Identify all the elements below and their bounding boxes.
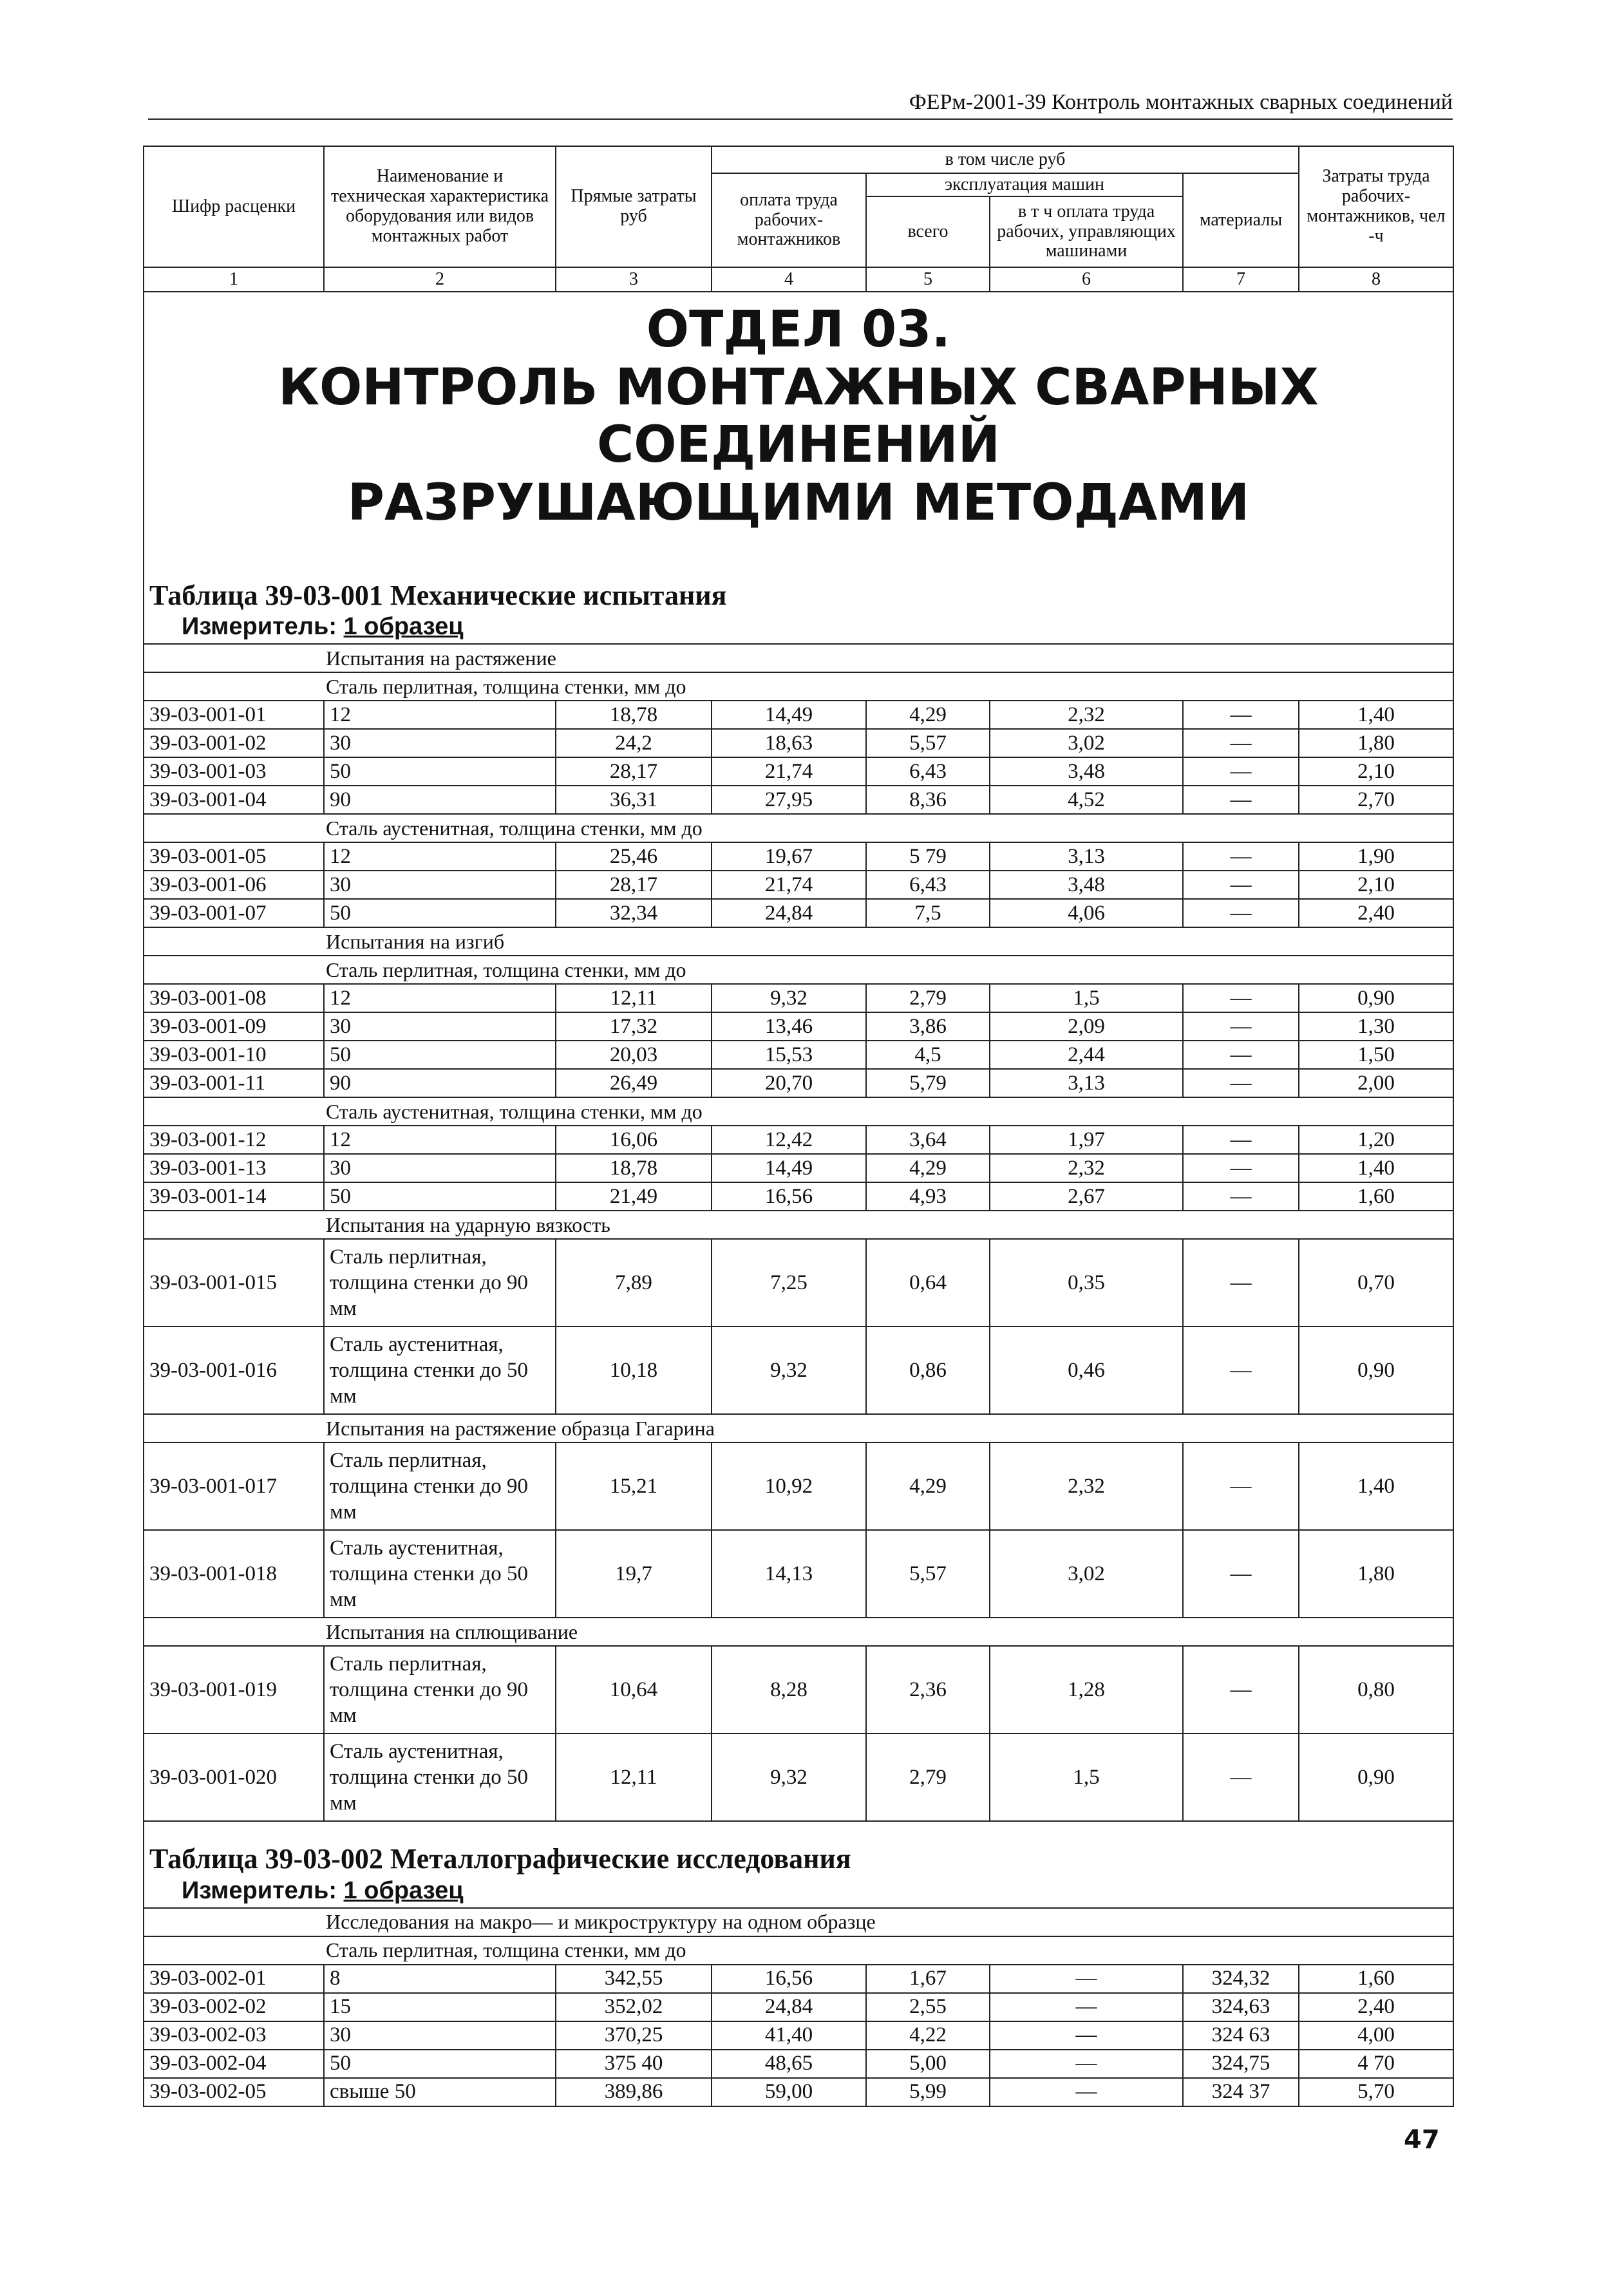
machines-total-cell: 3,86 xyxy=(866,1012,990,1041)
rate-code-cell: 39-03-001-019 xyxy=(144,1646,324,1734)
machines-total-cell: 7,5 xyxy=(866,899,990,927)
name-cell: Сталь перлитная, толщина стенки до 90 мм xyxy=(324,1646,556,1734)
materials-cell: — xyxy=(1183,1069,1299,1097)
name-cell: Сталь перлитная, толщина стенки до 90 мм xyxy=(324,1442,556,1530)
labor-hours-cell: 1,40 xyxy=(1299,1442,1453,1530)
col-number: 6 xyxy=(990,267,1183,292)
machine-operators-pay-cell: — xyxy=(990,1993,1183,2021)
materials-cell: — xyxy=(1183,984,1299,1012)
rate-code-cell: 39-03-001-01 xyxy=(144,701,324,729)
rate-code-cell: 39-03-001-05 xyxy=(144,842,324,871)
running-head: ФЕРм-2001-39 Контроль монтажных сварных соединений xyxy=(148,90,1453,120)
name-cell: 15 xyxy=(324,1993,556,2021)
materials-cell: — xyxy=(1183,842,1299,871)
direct-costs-cell: 15,21 xyxy=(556,1442,712,1530)
machines-total-cell: 5,79 xyxy=(866,1069,990,1097)
worker-pay-cell: 19,67 xyxy=(712,842,866,871)
name-cell: Сталь аустенитная, толщина стенки до 50 мм xyxy=(324,1734,556,1821)
name-cell: 12 xyxy=(324,701,556,729)
labor-hours-cell: 0,90 xyxy=(1299,984,1453,1012)
table-row xyxy=(144,1965,1453,1993)
worker-pay-cell: 15,53 xyxy=(712,1041,866,1069)
materials-cell: 324,75 xyxy=(1183,2050,1299,2078)
table-row xyxy=(144,1126,1453,1154)
group-row xyxy=(144,1211,1453,1239)
machines-total-cell: 2,36 xyxy=(866,1646,990,1734)
labor-hours-cell: 1,80 xyxy=(1299,729,1453,757)
group-heading: Испытания на сплющивание xyxy=(144,1618,1453,1646)
name-cell: 50 xyxy=(324,1041,556,1069)
measure-unit-label: Измеритель: xyxy=(182,1876,337,1904)
direct-costs-cell: 10,18 xyxy=(556,1327,712,1414)
group-heading: Сталь аустенитная, толщина стенки, мм до xyxy=(144,1097,1453,1126)
group-heading: Исследования на макро— и микроструктуру на одном образце xyxy=(144,1908,1453,1936)
machine-operators-pay-cell: 2,44 xyxy=(990,1041,1183,1069)
machine-operators-pay-cell: 1,5 xyxy=(990,1734,1183,1821)
rate-code-cell: 39-03-001-09 xyxy=(144,1012,324,1041)
worker-pay-cell: 14,49 xyxy=(712,701,866,729)
rate-code-cell: 39-03-001-07 xyxy=(144,899,324,927)
machine-operators-pay-cell: 4,52 xyxy=(990,786,1183,814)
labor-hours-cell: 1,40 xyxy=(1299,1154,1453,1182)
measure-unit-label: Измеритель: xyxy=(182,613,337,641)
group-heading: Испытания на растяжение xyxy=(144,644,1453,672)
machines-total-cell: 0,86 xyxy=(866,1327,990,1414)
machines-total-cell: 2,79 xyxy=(866,984,990,1012)
name-cell: 50 xyxy=(324,757,556,786)
materials-cell: — xyxy=(1183,1012,1299,1041)
name-cell: 50 xyxy=(324,2050,556,2078)
rate-code-cell: 39-03-002-04 xyxy=(144,2050,324,2078)
col-header-machine-operators-pay: в т ч оплата труда рабочих, управляющих машинами xyxy=(990,196,1183,267)
rate-code-cell: 39-03-001-12 xyxy=(144,1126,324,1154)
machine-operators-pay-cell: 0,35 xyxy=(990,1239,1183,1327)
machine-operators-pay-cell: 3,13 xyxy=(990,1069,1183,1097)
col-header-materials: материалы xyxy=(1183,173,1299,267)
measure-unit-value: 1 образец xyxy=(343,613,464,641)
rate-code-cell: 39-03-001-13 xyxy=(144,1154,324,1182)
machine-operators-pay-cell: 2,32 xyxy=(990,701,1183,729)
direct-costs-cell: 25,46 xyxy=(556,842,712,871)
table-row xyxy=(144,1442,1453,1530)
name-cell: 50 xyxy=(324,1182,556,1211)
machines-total-cell: 5,00 xyxy=(866,2050,990,2078)
rate-code-cell: 39-03-001-04 xyxy=(144,786,324,814)
machines-total-cell: 4,29 xyxy=(866,1154,990,1182)
worker-pay-cell: 24,84 xyxy=(712,1993,866,2021)
table-row xyxy=(144,757,1453,786)
name-cell: свыше 50 xyxy=(324,2078,556,2106)
materials-cell: — xyxy=(1183,1041,1299,1069)
worker-pay-cell: 59,00 xyxy=(712,2078,866,2106)
rate-code-cell: 39-03-001-018 xyxy=(144,1530,324,1618)
machines-total-cell: 4,29 xyxy=(866,1442,990,1530)
direct-costs-cell: 17,32 xyxy=(556,1012,712,1041)
rate-code-cell: 39-03-001-14 xyxy=(144,1182,324,1211)
materials-cell: — xyxy=(1183,1646,1299,1734)
table-row xyxy=(144,1069,1453,1097)
table-row xyxy=(144,729,1453,757)
col-number: 1 xyxy=(144,267,324,292)
labor-hours-cell: 0,90 xyxy=(1299,1734,1453,1821)
machine-operators-pay-cell: — xyxy=(990,2050,1183,2078)
machine-operators-pay-cell: 2,32 xyxy=(990,1442,1183,1530)
machines-total-cell: 5 79 xyxy=(866,842,990,871)
direct-costs-cell: 24,2 xyxy=(556,729,712,757)
labor-hours-cell: 1,60 xyxy=(1299,1965,1453,1993)
direct-costs-cell: 7,89 xyxy=(556,1239,712,1327)
machines-total-cell: 5,57 xyxy=(866,1530,990,1618)
direct-costs-cell: 389,86 xyxy=(556,2078,712,2106)
name-cell: 90 xyxy=(324,1069,556,1097)
rates-table xyxy=(143,146,1454,2107)
materials-cell: 324,63 xyxy=(1183,1993,1299,2021)
col-header-machines-total: всего xyxy=(866,196,990,267)
direct-costs-cell: 18,78 xyxy=(556,701,712,729)
rate-code-cell: 39-03-002-01 xyxy=(144,1965,324,1993)
section-title-line: РАЗРУШАЮЩИМИ МЕТОДАМИ xyxy=(347,474,1250,533)
labor-hours-cell: 0,90 xyxy=(1299,1327,1453,1414)
machines-total-cell: 1,67 xyxy=(866,1965,990,1993)
worker-pay-cell: 21,74 xyxy=(712,871,866,899)
page-number: 47 xyxy=(1404,2125,1440,2155)
direct-costs-cell: 370,25 xyxy=(556,2021,712,2050)
name-cell: 30 xyxy=(324,729,556,757)
worker-pay-cell: 14,49 xyxy=(712,1154,866,1182)
table-row xyxy=(144,786,1453,814)
col-number: 3 xyxy=(556,267,712,292)
worker-pay-cell: 21,74 xyxy=(712,757,866,786)
labor-hours-cell: 4 70 xyxy=(1299,2050,1453,2078)
worker-pay-cell: 8,28 xyxy=(712,1646,866,1734)
table-row xyxy=(144,1182,1453,1211)
rate-code-cell: 39-03-001-10 xyxy=(144,1041,324,1069)
group-row xyxy=(144,956,1453,984)
col-number: 8 xyxy=(1299,267,1453,292)
name-cell: 30 xyxy=(324,2021,556,2050)
worker-pay-cell: 41,40 xyxy=(712,2021,866,2050)
table-row xyxy=(144,1646,1453,1734)
direct-costs-cell: 21,49 xyxy=(556,1182,712,1211)
materials-cell: — xyxy=(1183,1126,1299,1154)
table-row xyxy=(144,1993,1453,2021)
rate-code-cell: 39-03-001-016 xyxy=(144,1327,324,1414)
table-row xyxy=(144,701,1453,729)
materials-cell: — xyxy=(1183,701,1299,729)
table-row xyxy=(144,1154,1453,1182)
labor-hours-cell: 2,70 xyxy=(1299,786,1453,814)
machine-operators-pay-cell: 2,67 xyxy=(990,1182,1183,1211)
machine-operators-pay-cell: 3,48 xyxy=(990,757,1183,786)
machine-operators-pay-cell: — xyxy=(990,2021,1183,2050)
direct-costs-cell: 20,03 xyxy=(556,1041,712,1069)
labor-hours-cell: 1,60 xyxy=(1299,1182,1453,1211)
col-number: 7 xyxy=(1183,267,1299,292)
group-row xyxy=(144,1414,1453,1442)
worker-pay-cell: 9,32 xyxy=(712,1327,866,1414)
worker-pay-cell: 14,13 xyxy=(712,1530,866,1618)
direct-costs-cell: 36,31 xyxy=(556,786,712,814)
table-row xyxy=(144,2050,1453,2078)
table-row xyxy=(144,1327,1453,1414)
machine-operators-pay-cell: — xyxy=(990,1965,1183,1993)
table-row xyxy=(144,1530,1453,1618)
machines-total-cell: 5,57 xyxy=(866,729,990,757)
name-cell: Сталь перлитная, толщина стенки до 90 мм xyxy=(324,1239,556,1327)
direct-costs-cell: 28,17 xyxy=(556,871,712,899)
direct-costs-cell: 26,49 xyxy=(556,1069,712,1097)
labor-hours-cell: 1,20 xyxy=(1299,1126,1453,1154)
materials-cell: — xyxy=(1183,899,1299,927)
machine-operators-pay-cell: 3,02 xyxy=(990,729,1183,757)
labor-hours-cell: 1,80 xyxy=(1299,1530,1453,1618)
worker-pay-cell: 18,63 xyxy=(712,729,866,757)
labor-hours-cell: 2,00 xyxy=(1299,1069,1453,1097)
group-heading: Испытания на изгиб xyxy=(144,927,1453,956)
materials-cell: 324 63 xyxy=(1183,2021,1299,2050)
machines-total-cell: 4,5 xyxy=(866,1041,990,1069)
group-row xyxy=(144,644,1453,672)
table-row xyxy=(144,2021,1453,2050)
rate-code-cell: 39-03-002-02 xyxy=(144,1993,324,2021)
name-cell: 12 xyxy=(324,1126,556,1154)
worker-pay-cell: 12,42 xyxy=(712,1126,866,1154)
rate-code-cell: 39-03-001-02 xyxy=(144,729,324,757)
machine-operators-pay-cell: 4,06 xyxy=(990,899,1183,927)
direct-costs-cell: 375 40 xyxy=(556,2050,712,2078)
rate-code-cell: 39-03-001-017 xyxy=(144,1442,324,1530)
rate-code-cell: 39-03-001-11 xyxy=(144,1069,324,1097)
labor-hours-cell: 2,40 xyxy=(1299,899,1453,927)
materials-cell: — xyxy=(1183,1239,1299,1327)
table-row xyxy=(144,871,1453,899)
group-heading: Сталь перлитная, толщина стенки, мм до xyxy=(144,956,1453,984)
materials-cell: — xyxy=(1183,1327,1299,1414)
materials-cell: — xyxy=(1183,1734,1299,1821)
materials-cell: — xyxy=(1183,1154,1299,1182)
labor-hours-cell: 5,70 xyxy=(1299,2078,1453,2106)
machines-total-cell: 3,64 xyxy=(866,1126,990,1154)
col-header-code: Шифр расценки xyxy=(144,146,324,267)
table-row xyxy=(144,1012,1453,1041)
materials-cell: — xyxy=(1183,757,1299,786)
materials-cell: — xyxy=(1183,1182,1299,1211)
table-title: Таблица 39-03-001 Механические испытания xyxy=(144,558,1453,611)
machines-total-cell: 0,64 xyxy=(866,1239,990,1327)
group-heading: Испытания на растяжение образца Гагарина xyxy=(144,1414,1453,1442)
col-number: 5 xyxy=(866,267,990,292)
labor-hours-cell: 1,50 xyxy=(1299,1041,1453,1069)
worker-pay-cell: 20,70 xyxy=(712,1069,866,1097)
name-cell: 8 xyxy=(324,1965,556,1993)
direct-costs-cell: 18,78 xyxy=(556,1154,712,1182)
machines-total-cell: 6,43 xyxy=(866,757,990,786)
materials-cell: — xyxy=(1183,786,1299,814)
direct-costs-cell: 16,06 xyxy=(556,1126,712,1154)
machines-total-cell: 5,99 xyxy=(866,2078,990,2106)
machine-operators-pay-cell: 3,02 xyxy=(990,1530,1183,1618)
rate-code-cell: 39-03-001-03 xyxy=(144,757,324,786)
group-row xyxy=(144,672,1453,701)
labor-hours-cell: 1,90 xyxy=(1299,842,1453,871)
machine-operators-pay-cell: 2,32 xyxy=(990,1154,1183,1182)
materials-cell: 324 37 xyxy=(1183,2078,1299,2106)
table-title: Таблица 39-03-002 Металлографические исследования xyxy=(144,1821,1453,1875)
table-row xyxy=(144,842,1453,871)
materials-cell: — xyxy=(1183,1530,1299,1618)
direct-costs-cell: 28,17 xyxy=(556,757,712,786)
worker-pay-cell: 7,25 xyxy=(712,1239,866,1327)
rate-code-cell: 39-03-001-020 xyxy=(144,1734,324,1821)
materials-cell: — xyxy=(1183,729,1299,757)
direct-costs-cell: 19,7 xyxy=(556,1530,712,1618)
machine-operators-pay-cell: 0,46 xyxy=(990,1327,1183,1414)
direct-costs-cell: 342,55 xyxy=(556,1965,712,1993)
col-header-machines: эксплуатация машин xyxy=(866,173,1183,196)
group-row xyxy=(144,1618,1453,1646)
group-heading: Испытания на ударную вязкость xyxy=(144,1211,1453,1239)
name-cell: 30 xyxy=(324,1012,556,1041)
machines-total-cell: 2,55 xyxy=(866,1993,990,2021)
worker-pay-cell: 9,32 xyxy=(712,1734,866,1821)
group-row xyxy=(144,1936,1453,1965)
machine-operators-pay-cell: 1,28 xyxy=(990,1646,1183,1734)
worker-pay-cell: 16,56 xyxy=(712,1965,866,1993)
machine-operators-pay-cell: 1,5 xyxy=(990,984,1183,1012)
labor-hours-cell: 2,40 xyxy=(1299,1993,1453,2021)
machines-total-cell: 4,93 xyxy=(866,1182,990,1211)
worker-pay-cell: 9,32 xyxy=(712,984,866,1012)
col-header-name: Наименование и техническая характеристика оборудования или видов монтажных работ xyxy=(324,146,556,267)
machines-total-cell: 6,43 xyxy=(866,871,990,899)
rate-code-cell: 39-03-001-015 xyxy=(144,1239,324,1327)
labor-hours-cell: 1,30 xyxy=(1299,1012,1453,1041)
worker-pay-cell: 24,84 xyxy=(712,899,866,927)
direct-costs-cell: 32,34 xyxy=(556,899,712,927)
machines-total-cell: 4,22 xyxy=(866,2021,990,2050)
measure-unit xyxy=(144,1875,1453,1908)
direct-costs-cell: 10,64 xyxy=(556,1646,712,1734)
measure-unit-value: 1 образец xyxy=(343,1876,464,1904)
direct-costs-cell: 352,02 xyxy=(556,1993,712,2021)
name-cell: 30 xyxy=(324,1154,556,1182)
direct-costs-cell: 12,11 xyxy=(556,1734,712,1821)
machines-total-cell: 8,36 xyxy=(866,786,990,814)
section-number: ОТДЕЛ 03. xyxy=(646,301,951,359)
labor-hours-cell: 2,10 xyxy=(1299,757,1453,786)
col-header-direct-costs: Прямые затраты руб xyxy=(556,146,712,267)
group-row xyxy=(144,814,1453,842)
worker-pay-cell: 48,65 xyxy=(712,2050,866,2078)
section-heading xyxy=(144,292,1453,558)
col-header-labor-hours: Затраты труда рабочих-монтажников, чел -ч xyxy=(1299,146,1453,267)
machine-operators-pay-cell: 3,48 xyxy=(990,871,1183,899)
labor-hours-cell: 0,70 xyxy=(1299,1239,1453,1327)
table-row xyxy=(144,1239,1453,1327)
col-header-including: в том числе руб xyxy=(712,146,1299,173)
machines-total-cell: 4,29 xyxy=(866,701,990,729)
col-number: 2 xyxy=(324,267,556,292)
col-header-worker-pay: оплата труда рабочих-монтажников xyxy=(712,173,866,267)
direct-costs-cell: 12,11 xyxy=(556,984,712,1012)
measure-unit xyxy=(144,611,1453,644)
worker-pay-cell: 10,92 xyxy=(712,1442,866,1530)
worker-pay-cell: 13,46 xyxy=(712,1012,866,1041)
materials-cell: 324,32 xyxy=(1183,1965,1299,1993)
name-cell: 30 xyxy=(324,871,556,899)
worker-pay-cell: 27,95 xyxy=(712,786,866,814)
name-cell: 50 xyxy=(324,899,556,927)
machine-operators-pay-cell: 3,13 xyxy=(990,842,1183,871)
labor-hours-cell: 2,10 xyxy=(1299,871,1453,899)
group-row xyxy=(144,1097,1453,1126)
worker-pay-cell: 16,56 xyxy=(712,1182,866,1211)
table-row xyxy=(144,984,1453,1012)
materials-cell: — xyxy=(1183,1442,1299,1530)
table-row xyxy=(144,1041,1453,1069)
name-cell: 12 xyxy=(324,842,556,871)
rate-code-cell: 39-03-002-03 xyxy=(144,2021,324,2050)
table-row xyxy=(144,1734,1453,1821)
machine-operators-pay-cell: 2,09 xyxy=(990,1012,1183,1041)
machines-total-cell: 2,79 xyxy=(866,1734,990,1821)
section-title-line: КОНТРОЛЬ МОНТАЖНЫХ СВАРНЫХ СОЕДИНЕНИЙ xyxy=(278,358,1319,475)
machine-operators-pay-cell: — xyxy=(990,2078,1183,2106)
rate-code-cell: 39-03-001-08 xyxy=(144,984,324,1012)
rate-code-cell: 39-03-002-05 xyxy=(144,2078,324,2106)
name-cell: Сталь аустенитная, толщина стенки до 50 мм xyxy=(324,1530,556,1618)
materials-cell: — xyxy=(1183,871,1299,899)
labor-hours-cell: 0,80 xyxy=(1299,1646,1453,1734)
group-row xyxy=(144,1908,1453,1936)
rate-code-cell: 39-03-001-06 xyxy=(144,871,324,899)
col-number: 4 xyxy=(712,267,866,292)
labor-hours-cell: 1,40 xyxy=(1299,701,1453,729)
name-cell: Сталь аустенитная, толщина стенки до 50 мм xyxy=(324,1327,556,1414)
table-row xyxy=(144,2078,1453,2106)
name-cell: 12 xyxy=(324,984,556,1012)
group-heading: Сталь перлитная, толщина стенки, мм до xyxy=(144,672,1453,701)
labor-hours-cell: 4,00 xyxy=(1299,2021,1453,2050)
name-cell: 90 xyxy=(324,786,556,814)
group-row xyxy=(144,927,1453,956)
table-row xyxy=(144,899,1453,927)
group-heading: Сталь аустенитная, толщина стенки, мм до xyxy=(144,814,1453,842)
group-heading: Сталь перлитная, толщина стенки, мм до xyxy=(144,1936,1453,1965)
machine-operators-pay-cell: 1,97 xyxy=(990,1126,1183,1154)
